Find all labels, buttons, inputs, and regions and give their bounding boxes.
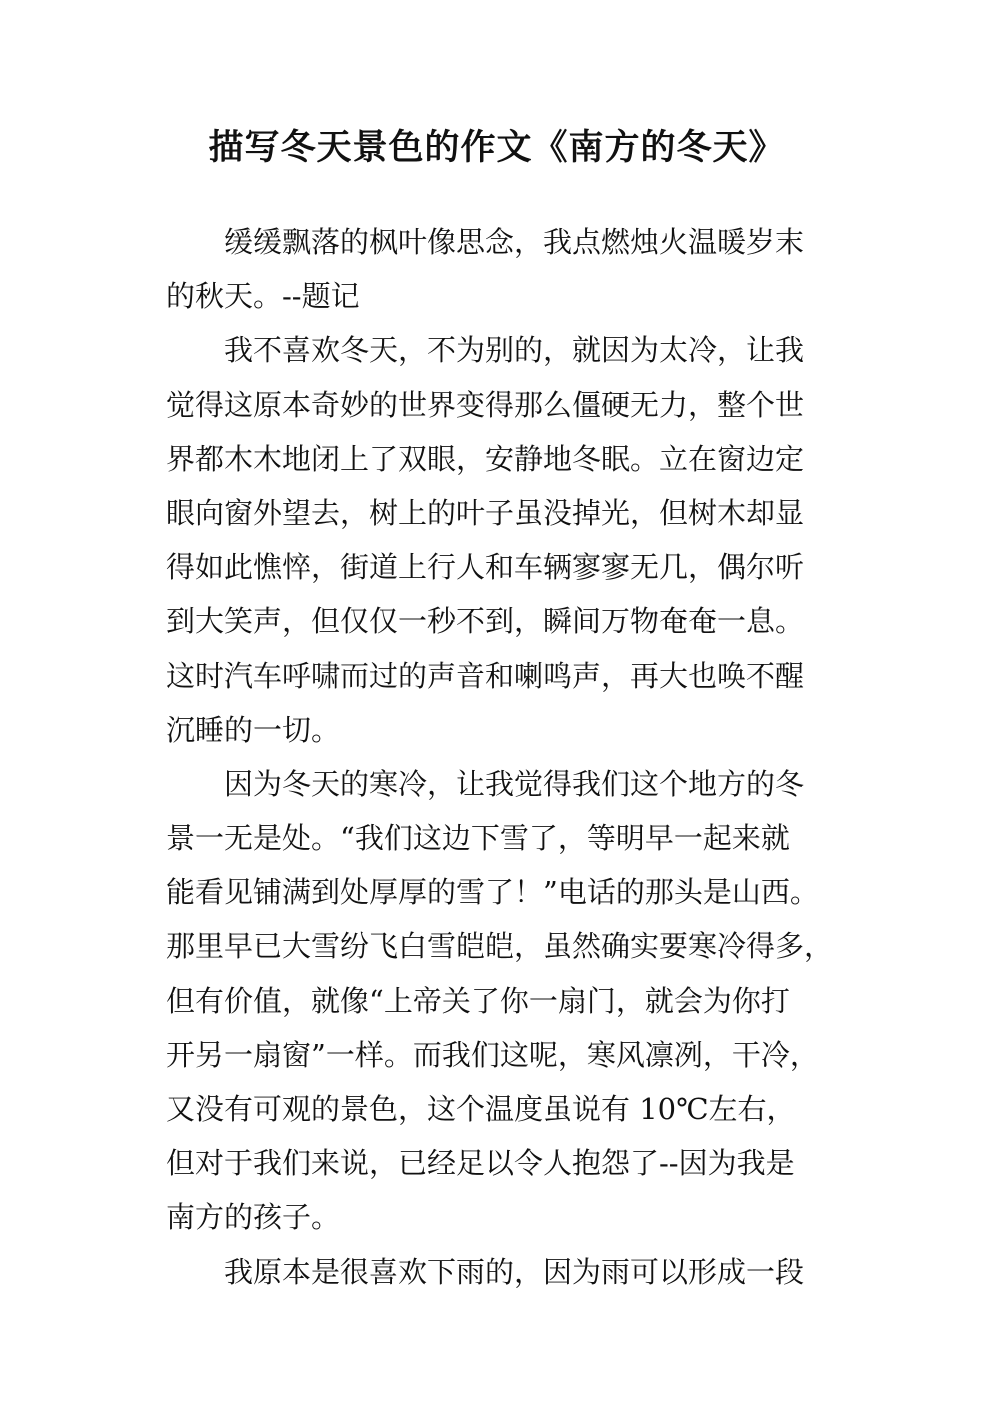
document-title: 描写冬天景色的作文《南方的冬天》 [208,128,785,168]
text-line: 缓缓飘落的枫叶像思念，我点燃烛火温暖岁末 [224,225,805,259]
text-line: 沉睡的一切。 [166,712,341,747]
text-line: 觉得这原本奇妙的世界变得那么僵硬无力，整个世 [166,387,805,422]
text-line: 开另一扇窗”一样。而我们这呢，寒风凛冽，干冷， [166,1037,819,1072]
text-line: 但有价值，就像“上帝关了你一扇门，就会为你打 [166,983,790,1018]
text-line: 南方的孩子。 [166,1200,341,1235]
text-line: 因为冬天的寒冷，让我觉得我们这个地方的冬 [224,766,805,801]
document-body [166,215,846,1299]
text-line: 能看见铺满到处厚厚的雪了！”电话的那头是山西。 [166,875,819,910]
text-line: 但对于我们来说，已经足以令人抱怨了--因为我是 [166,1146,795,1181]
text-line: 界都木木地闭上了双眼，安静地冬眠。立在窗边定 [166,441,805,476]
text-line: 景一无是处。“我们这边下雪了，等明早一起来就 [166,821,790,856]
text-line: 得如此憔悴，街道上行人和车辆寥寥无几，偶尔听 [166,550,805,585]
text-line: 又没有可观的景色，这个温度虽说有 10℃左右， [166,1092,796,1126]
text-line: 我原本是很喜欢下雨的，因为雨可以形成一段 [224,1254,805,1289]
text-line: 那里早已大雪纷飞白雪皑皑，虽然确实要寒冷得多， [166,929,834,964]
text-line: 眼向窗外望去，树上的叶子虽没掉光，但树木却显 [166,495,805,530]
text-line: 的秋天。--题记 [166,279,360,314]
text-line: 这时汽车呼啸而过的声音和喇鸣声，再大也唤不醒 [166,658,805,693]
text-line: 到大笑声，但仅仅一秒不到，瞬间万物奄奄一息。 [166,604,805,639]
text-line: 我不喜欢冬天，不为别的，就因为太冷，让我 [224,333,805,368]
